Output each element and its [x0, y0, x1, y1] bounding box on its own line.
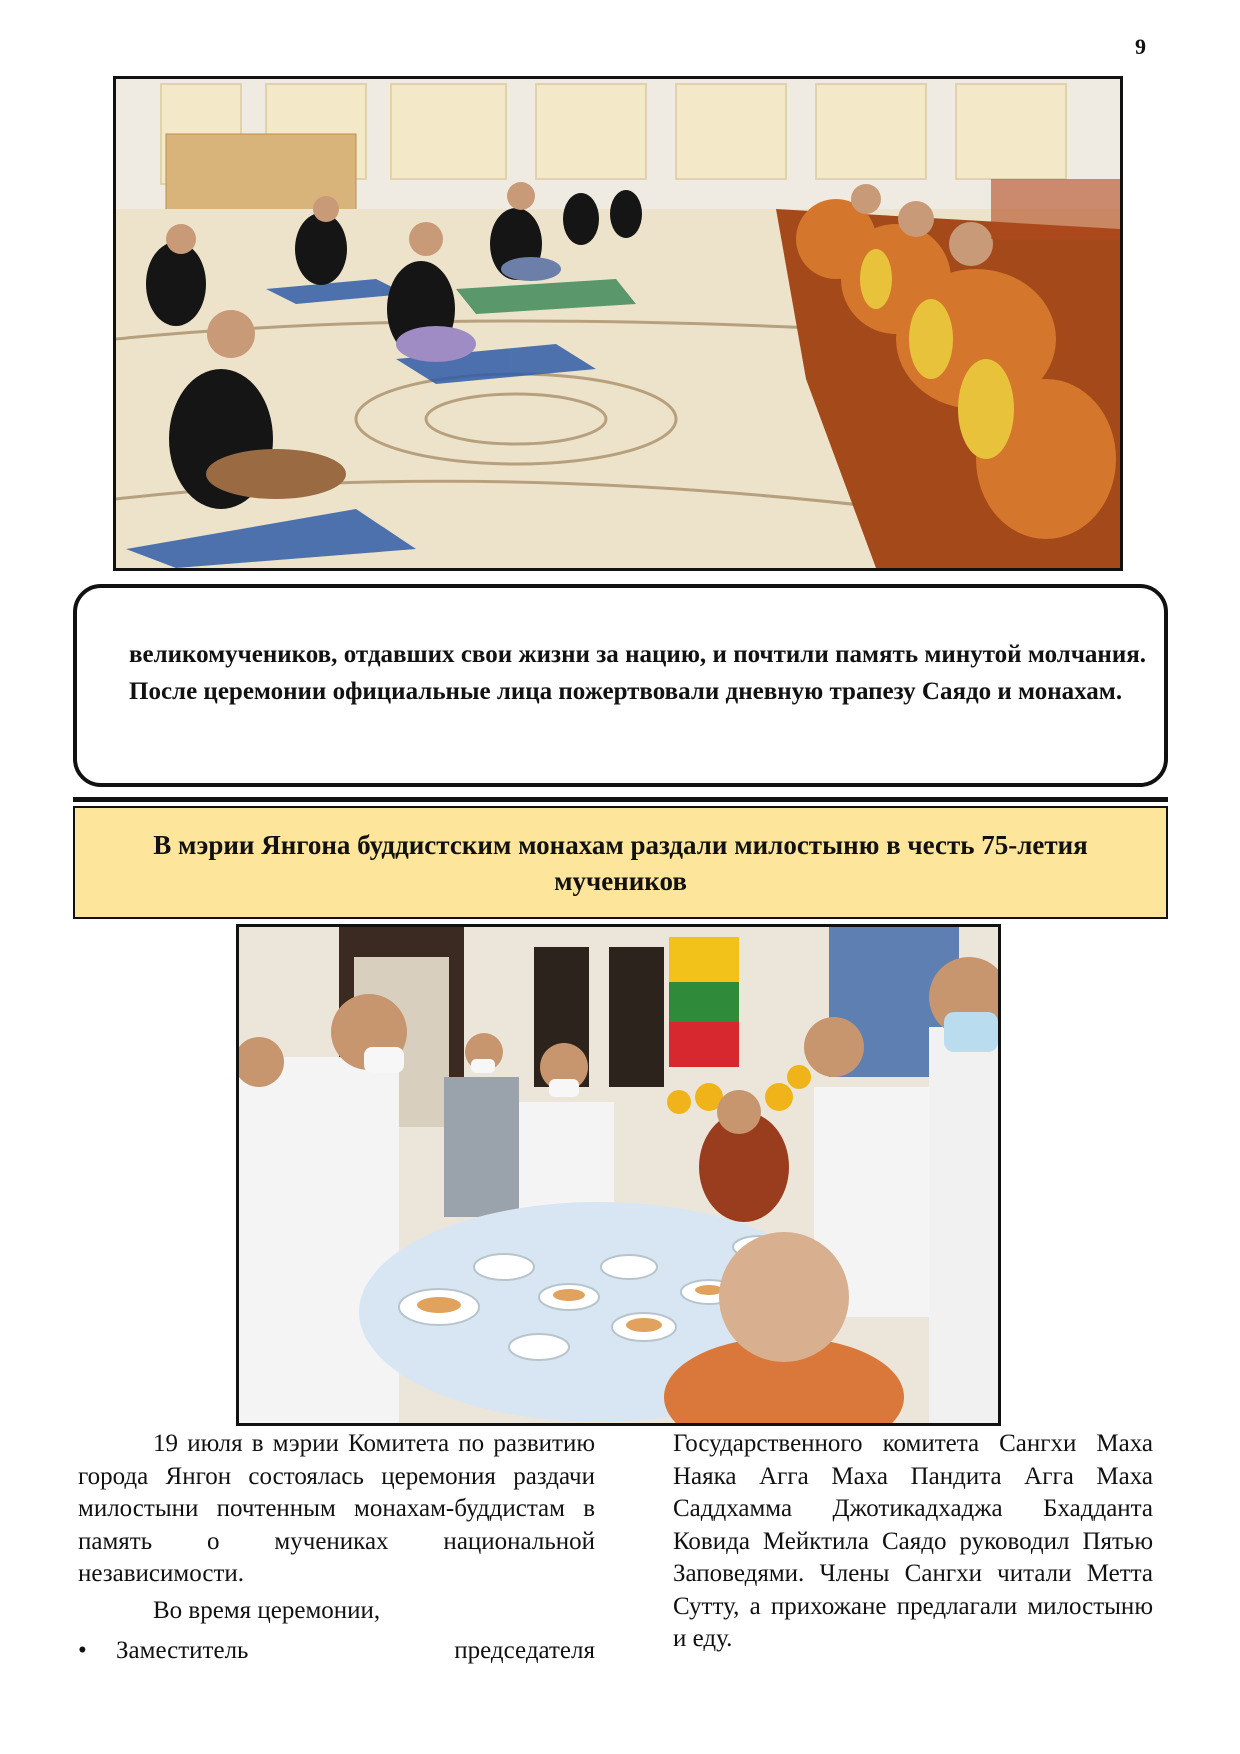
ceremony-hall-photo: [113, 76, 1123, 571]
continuation-text: великомучеников, отдавших свои жизни за нацию, и почтили память минутой молчания. После церемонии официальные лица пожертвовали дневную трапезу Саядо и монахам.: [129, 641, 1146, 705]
article-paragraph-2: Во время церемонии,: [153, 1596, 381, 1624]
headline-box: [73, 806, 1168, 919]
article-paragraph-1: 19 июля в мэрии Комитета по развитию города Янгон состоялась церемония раздачи милостыни почтенным монахам-буддистам в память о мучениках национальной независимости.: [78, 1430, 595, 1587]
article-continuation-box: [73, 584, 1168, 787]
list-item: • Заместитель председателя: [78, 1635, 595, 1668]
section-divider: [73, 797, 1168, 802]
headline: В мэрии Янгона буддистским монахам раздали милостыню в честь 75-летия мучеников: [153, 829, 1088, 896]
page-number: 9: [1135, 34, 1146, 59]
article-left-column: [78, 1428, 595, 1668]
article-bullet-list: [78, 1635, 595, 1668]
article-paragraph-3: Государственного комитета Сангхи Маха Наяка Агга Маха Пандита Агга Маха Саддхамма Джотикадхаджа Бхадданта Ковида Мейктила Саядо руководил Пятью Заповедями. Члены Сангхи читали Метта Сутту, а прихожане предлагали милостыню и еду.: [673, 1430, 1153, 1652]
article-right-column: [673, 1428, 1153, 1656]
city-hall-alms-photo: [236, 924, 1001, 1426]
